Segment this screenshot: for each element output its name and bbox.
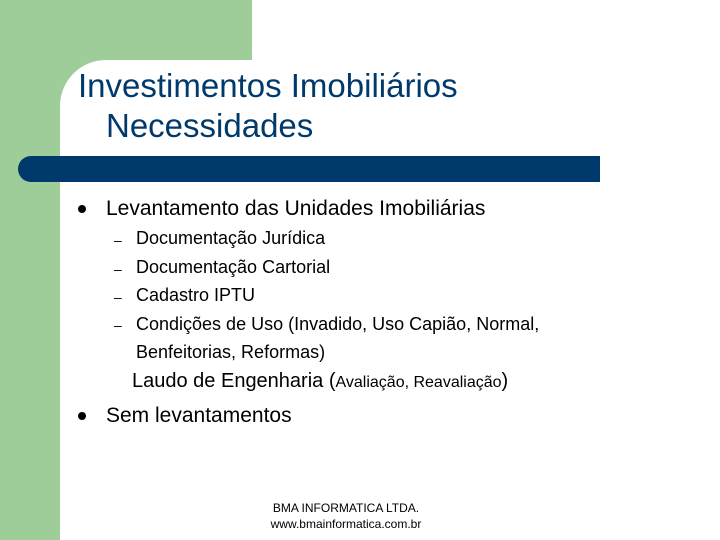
laudo-note-main: Laudo de Engenharia ( [132, 370, 336, 392]
footer-website: www.bmainformatica.com.br [270, 517, 422, 531]
footer-credit [246, 500, 446, 532]
title-divider-bar [18, 156, 600, 182]
dash-icon: – [114, 232, 122, 248]
bullet-dot-icon [78, 412, 86, 420]
dash-icon: – [114, 289, 122, 305]
slide-title [78, 66, 678, 146]
bullet-dot-icon [78, 205, 86, 213]
dash-icon: – [114, 317, 122, 333]
laudo-note-detail: Avaliação, Reavaliação [335, 374, 502, 391]
title-line-1: Investimentos Imobiliários [78, 67, 458, 104]
subitem-documentacao-juridica: Documentação Jurídica [136, 228, 326, 248]
footer-company: BMA INFORMATICA LTDA. [272, 501, 420, 515]
dash-icon: – [114, 261, 122, 277]
bullet-sem-levantamentos: Sem levantamentos [106, 404, 292, 427]
subitem-documentacao-cartorial: Documentação Cartorial [136, 257, 331, 277]
laudo-note-close: ) [501, 370, 509, 392]
bullet-levantamento: Levantamento das Unidades Imobiliárias [106, 197, 486, 220]
title-line-2: Necessidades [106, 107, 314, 144]
subitem-cadastro-iptu: Cadastro IPTU [136, 285, 256, 305]
laudo-note [132, 367, 508, 397]
subitem-condicoes-de-uso: Condições de Uso (Invadido, Uso Capião, Normal, Benfeitorias, Reformas) [136, 314, 540, 362]
